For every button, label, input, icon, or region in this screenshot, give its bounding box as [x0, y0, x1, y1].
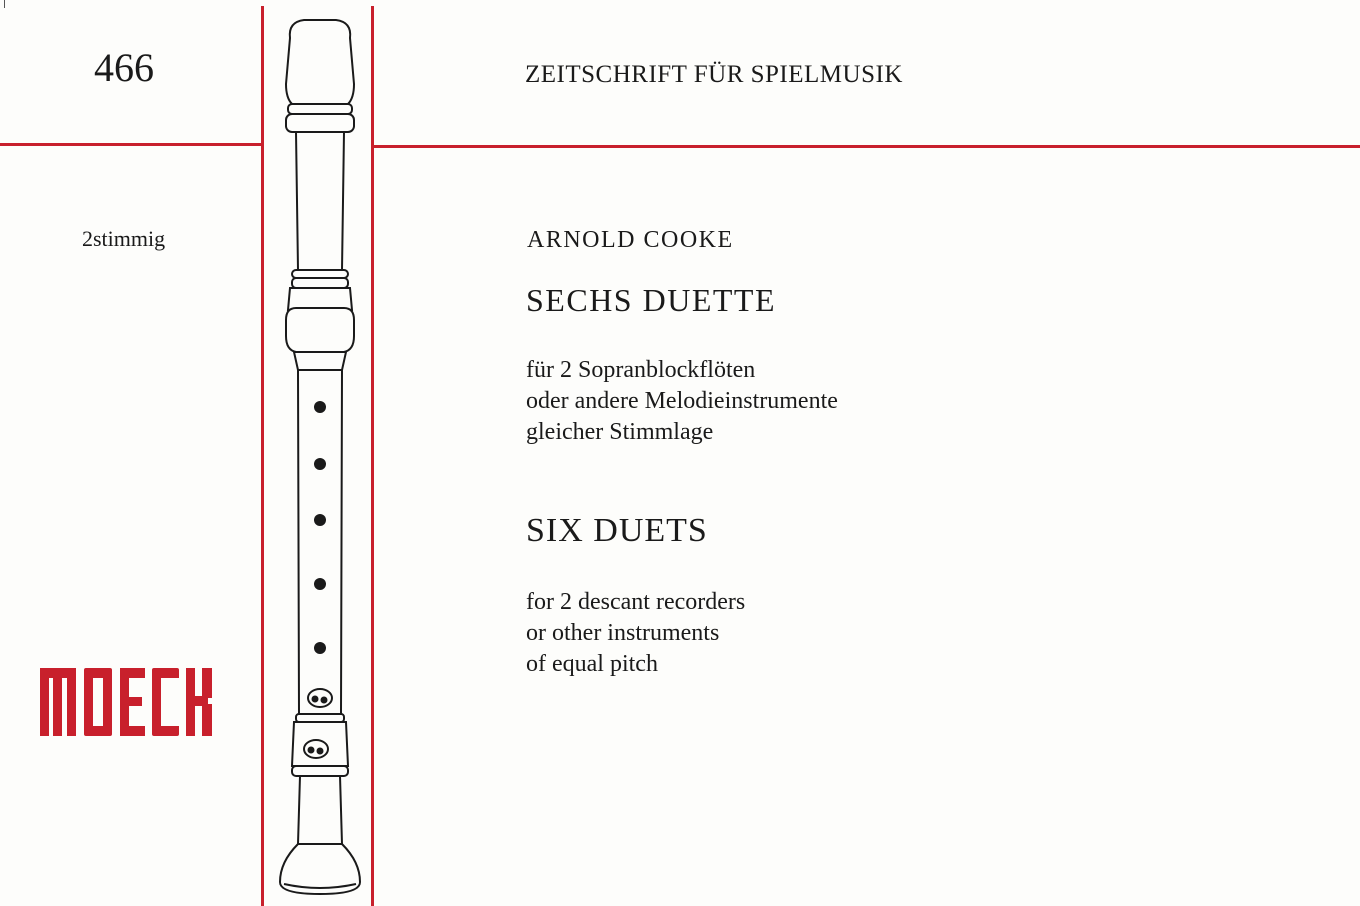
right-horizontal-rule	[371, 145, 1360, 148]
description-english-line: for 2 descant recorders	[526, 589, 746, 615]
title-german: SECHS DUETTE	[526, 282, 776, 318]
composer-name: ARNOLD COOKE	[527, 227, 734, 253]
description-english	[526, 587, 745, 680]
description-german-line: für 2 Sopranblockflöten	[526, 357, 756, 383]
title-english: SIX DUETS	[526, 512, 708, 549]
voices-label: 2stimmig	[82, 226, 166, 251]
series-number: 466	[94, 45, 154, 90]
description-english-line: of equal pitch	[526, 651, 658, 677]
description-german	[526, 355, 838, 448]
left-vertical-rule	[261, 6, 264, 906]
journal-title: ZEITSCHRIFT FÜR SPIELMUSIK	[525, 61, 903, 88]
description-german-line: oder andere Melodieinstrumente	[526, 388, 838, 414]
left-horizontal-rule	[0, 143, 264, 146]
description-english-line: or other instruments	[526, 620, 720, 646]
moeck-logo	[38, 664, 218, 740]
corner-trim-mark	[4, 0, 5, 8]
description-german-line: gleicher Stimmlage	[526, 419, 714, 445]
recorder-illustration	[268, 14, 372, 900]
